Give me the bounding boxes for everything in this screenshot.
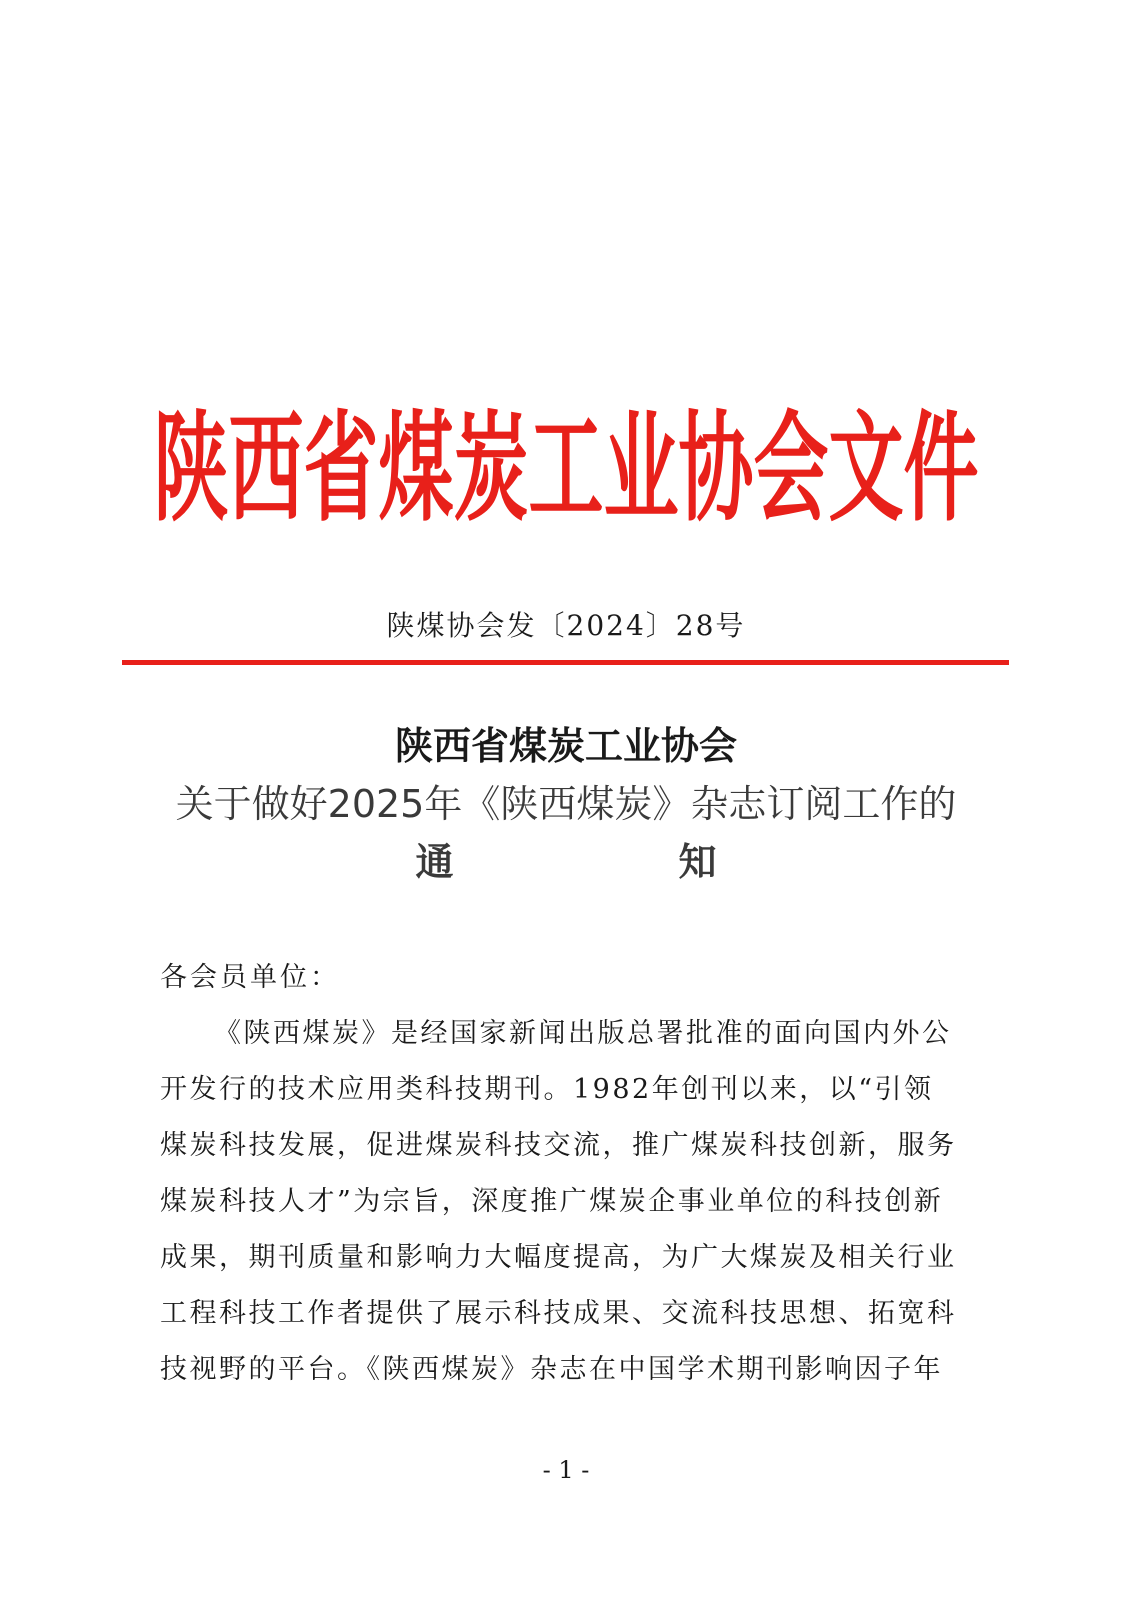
body-line: 成果，期刊质量和影响力大幅度提高，为广大煤炭及相关行业 [160,1242,957,1273]
body-line: 技视野的平台。《陕西煤炭》杂志在中国学术期刊影响因子年 [160,1354,943,1385]
document-number: 陕煤协会发〔2024〕28号 [386,609,746,642]
body-line: 煤炭科技发展，促进煤炭科技交流，推广煤炭科技创新，服务 [160,1130,957,1161]
notice-title-line-2: 关于做好2025年《陕西煤炭》杂志订阅工作的 [175,782,957,826]
notice-title-char-2: 知 [678,840,717,884]
body-line: 开发行的技术应用类科技期刊。1982年创刊以来，以“引领 [160,1074,934,1105]
body-line: 煤炭科技人才”为宗旨，深度推广煤炭企事业单位的科技创新 [160,1186,944,1217]
masthead-title: 陕西省煤炭工业协会文件 [153,398,979,539]
notice-title-line-1: 陕西省煤炭工业协会 [394,724,737,768]
salutation: 各会员单位： [160,962,340,993]
body-line: 工程科技工作者提供了展示科技成果、交流科技思想、拓宽科 [160,1298,957,1329]
red-divider-line [122,660,1009,665]
body-line: 《陕西煤炭》是经国家新闻出版总署批准的面向国内外公 [214,1018,952,1049]
notice-title-line-3 [0,838,1132,886]
page-number: - 1 - [542,1456,590,1484]
notice-title-char-1: 通 [415,840,454,884]
